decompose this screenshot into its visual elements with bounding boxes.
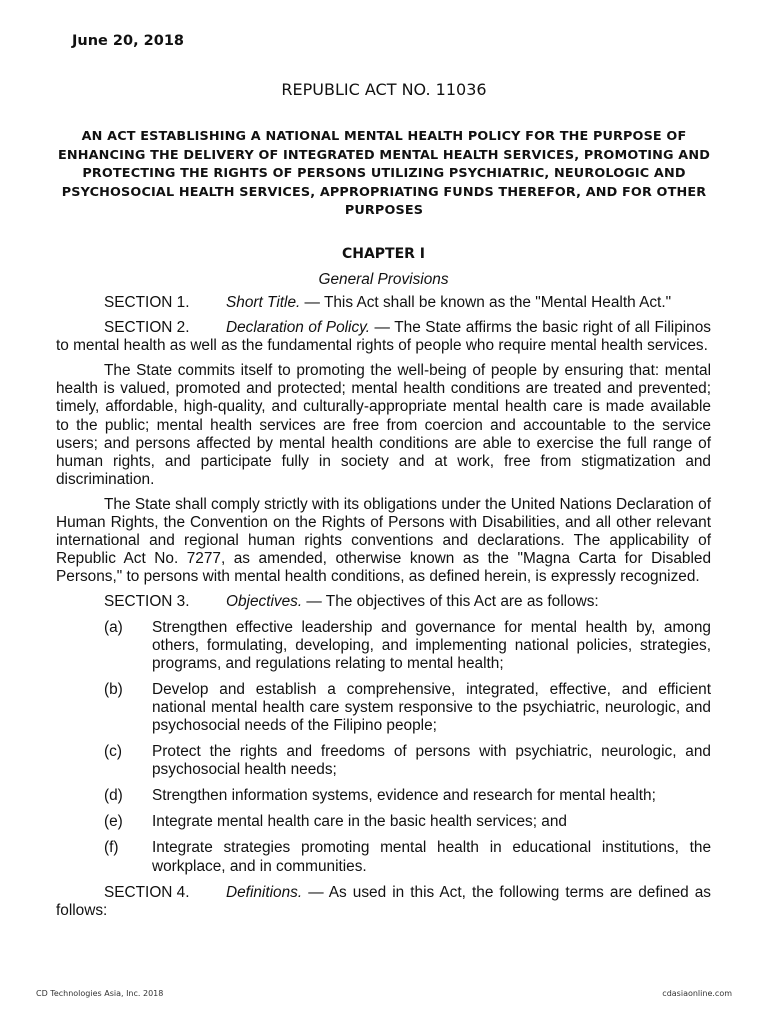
footer-copyright: CD Technologies Asia, Inc. 2018 [36, 989, 164, 998]
list-item-letter: (d) [104, 787, 123, 805]
section-text: — The objectives of this Act are as follows: [302, 593, 599, 611]
list-item-letter: (c) [104, 743, 122, 761]
chapter-heading: CHAPTER I [341, 246, 426, 262]
section-label: SECTION 2. [104, 319, 190, 337]
section-label: SECTION 1. [104, 294, 190, 311]
list-item [56, 787, 711, 805]
section-1 [56, 294, 711, 312]
section-2-paragraph-2: The State commits itself to promoting the well-being of people by ensuring that: mental health is valued, promoted and protected; mental health conditions are treated and prevented; timely, affordable, high-quality, and culturally-appropriate mental health care is made available to the public; mental health services are free from coercion and accountable to the service users; and persons affected by mental health conditions are able to exercise the full range of human rights, and participate fully in society and at work, free from stigmatization and discrimination. [56, 362, 711, 488]
footer-website: cdasiaonline.com [662, 989, 732, 998]
section-title: Declaration of Policy. [226, 319, 370, 337]
document-date: June 20, 2018 [72, 33, 185, 49]
act-number: REPUBLIC ACT NO. 11036 [281, 80, 487, 99]
list-item [56, 743, 711, 779]
section-text: — The State affirms the basic right of all Filipinos to mental health as well as the fundamental rights of people who require mental health services. [56, 319, 711, 355]
list-item-text: Integrate mental health care in the basic health services; and [152, 813, 567, 831]
list-item [56, 813, 711, 831]
list-item-letter: (b) [104, 680, 123, 698]
list-item-letter: (f) [104, 839, 119, 857]
section-title: Short Title. [226, 294, 301, 311]
section-title: Objectives. [226, 593, 303, 611]
list-item-letter: (a) [104, 618, 123, 636]
list-item-text: Strengthen information systems, evidence and research for mental health; [152, 787, 656, 805]
section-3 [56, 593, 711, 611]
list-item [56, 839, 711, 875]
section-title: Definitions. [226, 883, 303, 901]
list-item-text: Integrate strategies promoting mental health in educational institutions, the workplace, and in communities. [152, 839, 711, 875]
list-item-letter: (e) [104, 813, 123, 831]
section-label: SECTION 3. [104, 593, 190, 611]
section-2 [56, 319, 711, 355]
section-2-paragraph-3: The State shall comply strictly with its obligations under the United Nations Declaration of Human Rights, the Convention on the Rights of Persons with Disabilities, and all other relevant international and regional human rights conventions and declarations. The applicability of Republic Act No. 7277, as amended, otherwise known as the "Magna Carta for Disabled Persons," to persons with mental health conditions, as defined herein, is expressly recognized. [56, 495, 711, 586]
list-item-text: Strengthen effective leadership and governance for mental health by, among others, formulating, developing, and implementing national policies, strategies, programs, and regulations relating to mental health; [152, 618, 711, 672]
act-title: AN ACT ESTABLISHING A NATIONAL MENTAL HEALTH POLICY FOR THE PURPOSE OF ENHANCING THE DELIVERY OF INTEGRATED MENTAL HEALTH SERVICES, PROMOTING AND PROTECTING THE RIGHTS OF PERSONS UTILIZING PSYCHIATRIC, NEUROLOGIC AND PSYCHOSOCIAL HEALTH SERVICES, APPROPRIATING FUNDS THEREFOR, AND FOR OTHER PURPOSES [58, 129, 710, 218]
section-4 [56, 884, 711, 920]
section-text: — As used in this Act, the following terms are defined as follows: [56, 883, 711, 919]
list-item [56, 619, 711, 673]
list-item-text: Develop and establish a comprehensive, integrated, effective, and efficient national mental health care system responsive to the psychiatric, neurologic, and psychosocial needs of the Filipino people; [152, 680, 711, 734]
section-text: — This Act shall be known as the "Mental Health Act." [300, 294, 672, 311]
list-item [56, 681, 711, 735]
section-label: SECTION 4. [104, 883, 190, 901]
document-body [56, 244, 711, 927]
list-item-text: Protect the rights and freedoms of persons with psychiatric, neurologic, and psychosocial health needs; [152, 743, 711, 779]
chapter-subheading: General Provisions [318, 271, 449, 288]
